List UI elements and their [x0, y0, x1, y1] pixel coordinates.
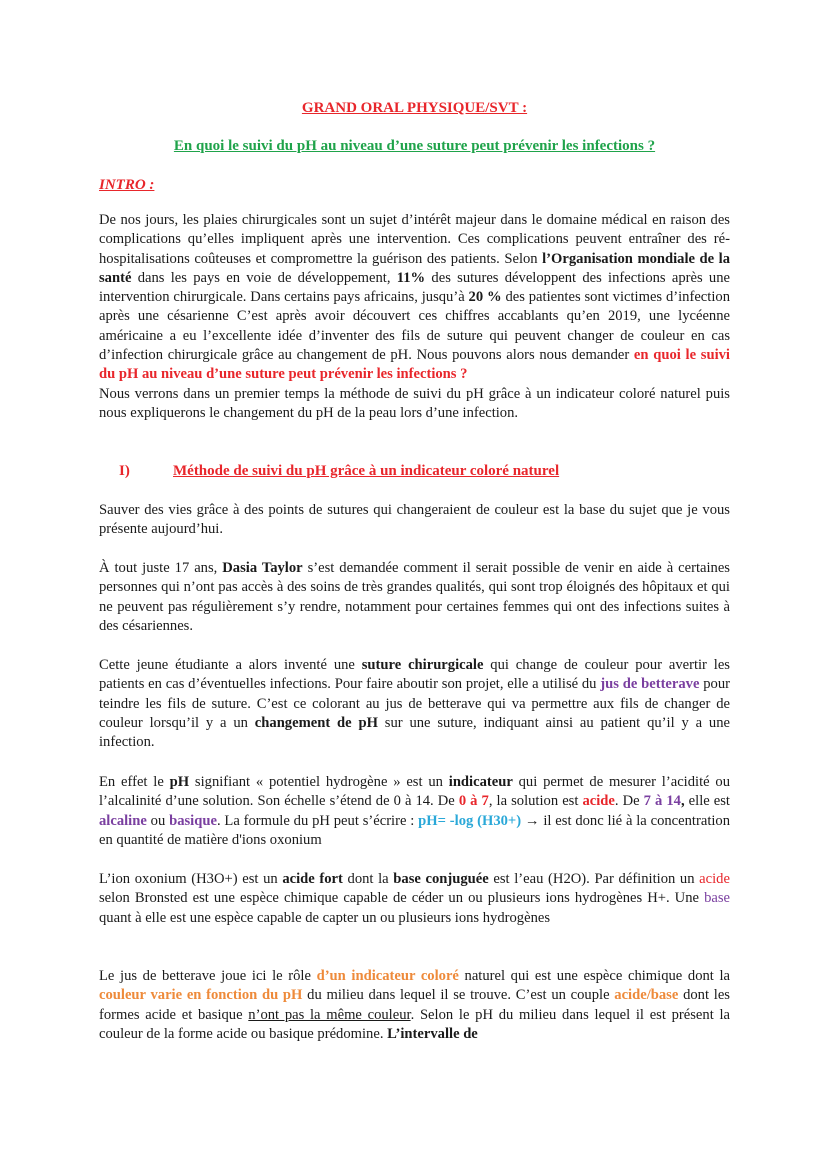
text-run: basique	[169, 812, 217, 829]
paragraph-dasia-taylor	[99, 559, 730, 636]
text-run: sur une suture, indiquant ainsi au patient qu’il y a une infection.	[99, 714, 731, 751]
text-run: . Selon le pH du milieu dans lequel il est présent la couleur de la forme acide ou basique prédomine.	[99, 1006, 731, 1042]
text-run: l’Organisation mondiale de la santé	[99, 250, 730, 286]
paragraph-text	[99, 656, 730, 752]
intro-paragraph	[99, 211, 730, 423]
text-run: acide fort	[282, 871, 343, 887]
text-run: 7 à 14	[643, 793, 681, 810]
paragraph-text	[99, 773, 730, 850]
intro-text-1	[99, 211, 730, 385]
text-run: pour teindre les fils de suture. C’est ce colorant au jus de betterave qui va permettre aux fils de changer de couleur lorsqu’il y a un	[99, 676, 730, 731]
section-title: Méthode de suivi du pH grâce à un indicateur coloré naturel	[173, 463, 560, 479]
text-run: ,	[680, 793, 685, 810]
text-run: naturel qui est une espèce chimique dont la	[458, 968, 730, 984]
text-run: Cette jeune étudiante a alors inventé une	[99, 657, 362, 673]
text-run: Le jus de betterave joue ici le rôle	[99, 968, 317, 984]
text-run: Sauver des vies grâce à des points de sutures qui changeraient de couleur est la base du sujet que je vous présente aujourd’hui.	[99, 502, 730, 538]
section-number: I)	[119, 463, 130, 479]
text-run: alcaline	[99, 812, 147, 829]
problem-question: En quoi le suivi du pH au niveau d’une suture peut prévenir les infections ?	[173, 138, 656, 154]
text-run: n’ont pas la même couleur	[248, 1006, 411, 1023]
text-run: → il est donc lié à la concentration en quantité de matière d'ions oxonium	[99, 812, 731, 848]
text-run: 20 %	[468, 289, 502, 306]
text-run: L’ion oxonium (H3O+) est un	[99, 871, 283, 887]
text-run: acide/base	[614, 987, 679, 1004]
document-title: GRAND ORAL PHYSIQUE/SVT :	[301, 100, 528, 116]
text-run: du milieu dans lequel il se trouve. C’est un couple	[302, 987, 615, 1004]
text-run: couleur varie en fonction du pH	[99, 987, 303, 1004]
text-run: L’intervalle de	[387, 1025, 478, 1042]
text-run: s’est demandée comment il serait possible de venir en aide à certaines personnes qui n’ont pas accès à des soins de très grandes qualités, qui sont trop éloignés des hôpitaux et qui ne peuvent pas régulièrement s’y rendre, notamment pour certaines femmes qui ont des infections suites à des césariennes.	[99, 560, 730, 634]
text-run: des sutures développent des infections après une intervention chirurgicale. Dans certains pays africains, jusqu’à	[99, 269, 731, 306]
paragraph-suture	[99, 656, 730, 752]
text-run: dans les pays en voie de développement,	[131, 269, 397, 286]
text-run: est l’eau (H2O). Par définition un	[488, 871, 700, 887]
text-run: indicateur	[448, 774, 513, 790]
text-run: jus de betterave	[600, 676, 700, 693]
text-run: suture chirurgicale	[361, 657, 484, 673]
text-run: acide	[699, 871, 730, 887]
paragraph-text	[99, 501, 730, 540]
text-run: De nos jours, les plaies chirurgicales sont un sujet d’intérêt majeur dans le domaine médical en raison des complications qu’elles impliquent après une intervention. Ces complications peuvent entraîner des ré-hospitalisations coûteuses et compromettre la guérison des patients. Selon	[99, 212, 730, 267]
text-run: base conjuguée	[393, 871, 489, 887]
text-run: base	[704, 890, 730, 907]
text-run: selon Bronsted est une espèce chimique capable de céder un ou plusieurs ions hydrogènes H+. Une	[99, 890, 705, 907]
paragraph-intro-subject	[99, 501, 730, 540]
text-run: signifiant « potentiel hydrogène » est un	[189, 774, 449, 790]
text-run: acide	[582, 793, 615, 810]
paragraph-ph-definition	[99, 773, 730, 850]
section-1-heading	[119, 463, 559, 480]
text-run: qui change de couleur pour avertir les patients en cas d’éventuelles infections. Pour faire aboutir son projet, elle a utilisé du	[99, 657, 730, 693]
text-run: quant à elle est une espèce capable de capter un ou plusieurs ions hydrogènes	[99, 909, 551, 926]
text-run: changement de pH	[254, 714, 378, 731]
text-run: dont les formes acide et basique	[99, 987, 730, 1023]
text-run: , la solution est	[488, 793, 583, 810]
text-run: elle est	[684, 793, 730, 810]
paragraph-text	[99, 870, 730, 928]
text-run: pH	[169, 774, 190, 790]
text-run: Dasia Taylor	[222, 560, 303, 576]
intro-heading: INTRO :	[99, 177, 155, 193]
paragraph-text	[99, 967, 730, 1044]
text-run: 0 à 7	[458, 793, 489, 810]
paragraph-text	[99, 559, 730, 636]
text-run: d’un indicateur coloré	[316, 968, 459, 984]
text-run: À tout juste 17 ans,	[99, 560, 223, 576]
paragraph-indicator	[99, 967, 730, 1044]
paragraph-oxonium	[99, 870, 730, 928]
text-run: . De	[614, 793, 644, 810]
text-run: ou	[146, 812, 170, 829]
text-run: pH= -log (H30+)	[418, 812, 522, 829]
text-run: qui permet de mesurer l’acidité ou l’alcalinité d’une solution. Son échelle s’étend de 0 à 14. De	[99, 774, 731, 810]
text-run: En effet le	[99, 774, 170, 790]
text-run: . La formule du pH peut s’écrire :	[216, 812, 419, 829]
text-run: des patientes sont victimes d’infection après une césarienne C’est après avoir découvert ces chiffres accablants qu’en 2019, une lycéenne américaine a eu l’excellente idée d’inventer des fils de suture qui peuvent changer de couleur en cas d’infection chirurgicale grâce au changement de pH. Nous pouvons alors nous demander	[99, 289, 730, 364]
intro-text-2: Nous verrons dans un premier temps la méthode de suivi du pH grâce à un indicateur coloré naturel puis nous expliquerons le changement du pH de la peau lors d’une infection.	[99, 385, 730, 421]
text-run: 11%	[396, 269, 426, 286]
text-run: en quoi le suivi du pH au niveau d’une suture peut prévenir les infections ?	[99, 347, 730, 383]
text-run: dont la	[342, 871, 394, 887]
